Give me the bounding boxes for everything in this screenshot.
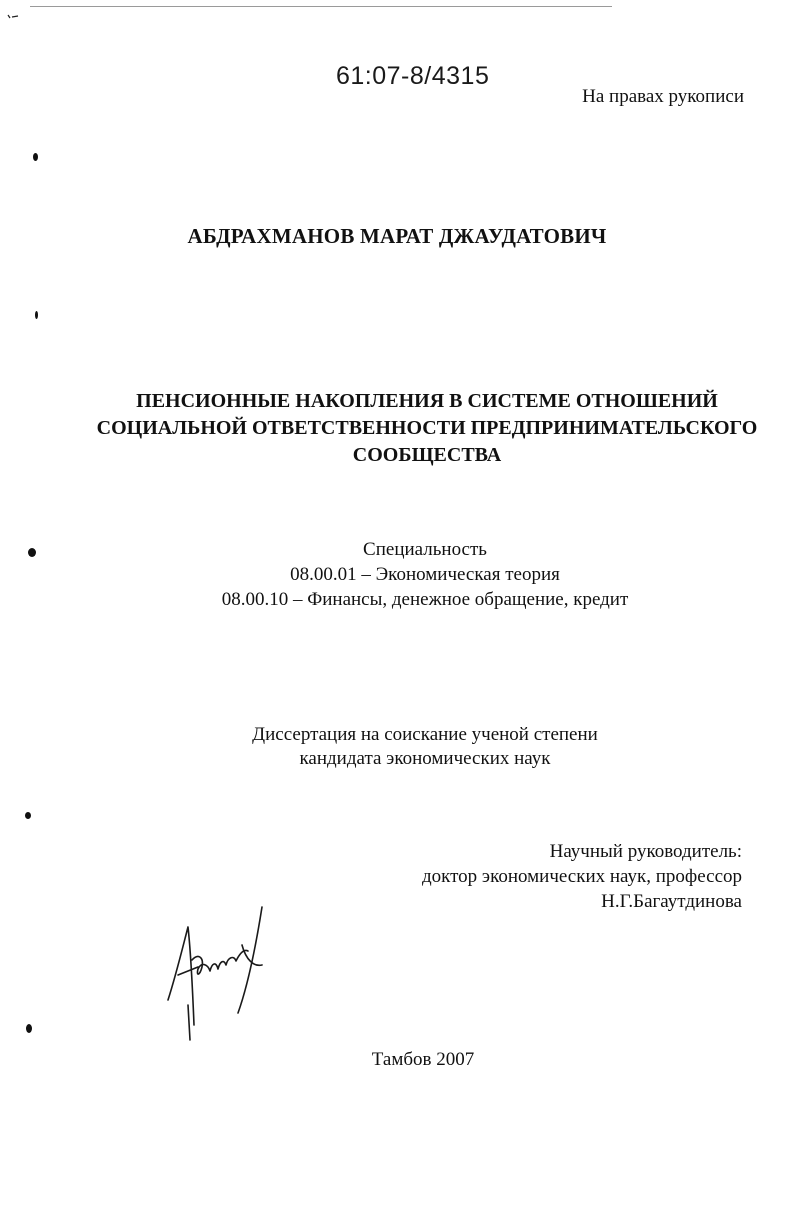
advisor-block bbox=[422, 839, 742, 914]
degree-block bbox=[0, 723, 794, 771]
advisor-label: Научный руководитель: bbox=[549, 841, 742, 862]
scan-speck bbox=[25, 812, 31, 819]
scan-speck bbox=[28, 548, 36, 557]
city-year: Тамбов 2007 bbox=[371, 1049, 475, 1070]
author-name: АБДРАХМАНОВ МАРАТ ДЖАУДАТОВИЧ bbox=[187, 224, 607, 248]
scan-top-rule bbox=[30, 6, 612, 7]
scan-speck bbox=[26, 1024, 32, 1033]
corner-mark-icon bbox=[6, 12, 20, 26]
title-line-2: СОЦИАЛЬНОЙ ОТВЕТСТВЕННОСТИ ПРЕДПРИНИМАТЕЛЬСКОГО bbox=[96, 417, 758, 439]
catalog-number: 61:07-8/4315 bbox=[336, 62, 490, 90]
advisor-degree: доктор экономических наук, профессор bbox=[421, 866, 742, 887]
specialty-block bbox=[0, 537, 794, 612]
degree-line-2: кандидата экономических наук bbox=[299, 748, 551, 769]
rights-notice: На правах рукописи bbox=[582, 86, 744, 107]
handwritten-signature-icon bbox=[158, 905, 278, 1045]
dissertation-title bbox=[60, 388, 794, 469]
title-line-1: ПЕНСИОННЫЕ НАКОПЛЕНИЯ В СИСТЕМЕ ОТНОШЕНИЙ bbox=[136, 390, 718, 412]
specialty-code-2: 08.00.10 – Финансы, денежное обращение, кредит bbox=[221, 589, 629, 610]
scan-speck bbox=[35, 311, 38, 319]
degree-line-1: Диссертация на соискание ученой степени bbox=[252, 724, 598, 745]
specialty-code-1: 08.00.01 – Экономическая теория bbox=[290, 564, 560, 585]
advisor-name: Н.Г.Багаутдинова bbox=[601, 891, 742, 912]
specialty-label: Специальность bbox=[363, 539, 487, 560]
scan-speck bbox=[33, 153, 38, 161]
title-line-3: СООБЩЕСТВА bbox=[352, 444, 502, 466]
